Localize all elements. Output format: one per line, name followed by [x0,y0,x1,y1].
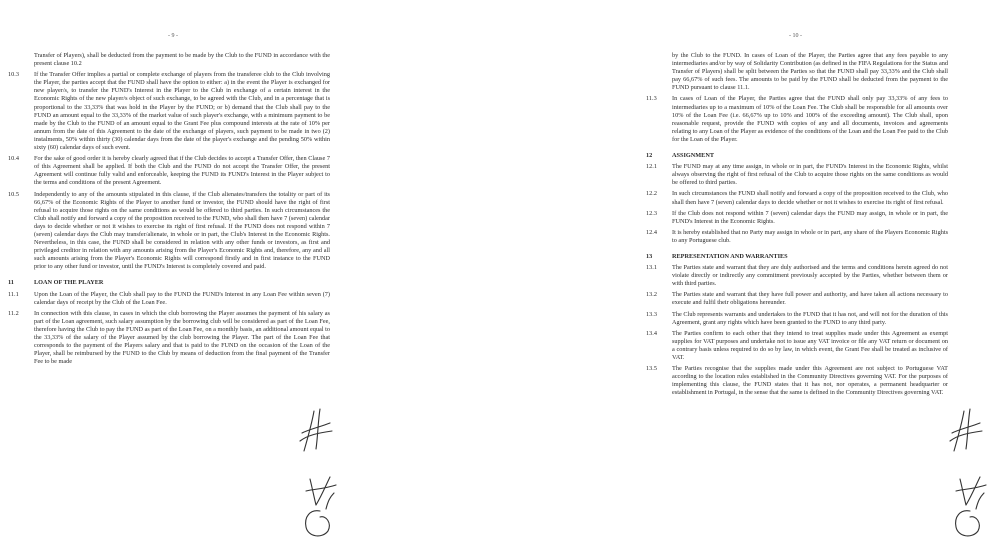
clause-number: 13.1 [646,264,657,272]
clause-text: Independently to any of the amounts stipulated in this clause, if the Club alienates/transfers the totality or part of its 66,67% of the Economic Rights of the Player to another fund or investor, the FUND should have the right of first refusal to acquire those rights on the same conditions as would be offered to third parties. In such circumstances the Club shall notify and forward a copy of the proposition received to the FUND, who shall then have 7 (seven) calendar days to decide whether or not it wishes to exercise its right of first refusal. If the FUND does not respond within 7 (seven) calendar days the Club may transfer/alienate, in whole or in part, the Club's Interest in the Economic Rights. Nevertheless, in this case, the FUND shall be considered in relation with any other funds or investors, as first and privileged creditor in relation with any amounts arising from the Player's Economic Rights and, therefore, any and all such amounts arising from the Player's Economic Rights will correspond firstly and in first instance to the FUND prior to any other fund or investor, until the FUND's Interest is completely covered and paid. [34,190,330,271]
clause-12-3 [646,210,948,226]
clause-13-3 [646,311,948,327]
page-text [8,52,330,366]
clause-12-1 [646,163,948,187]
clause-12-4 [646,229,948,245]
clause-number: 13.2 [646,291,657,299]
clause-intro [646,52,948,92]
clause-text: Upon the Loan of the Player, the Club shall pay to the FUND the FUND's Interest in any Loan Fee within seven (7) calendar days of receipt by the Club of the Loan Fee. [34,290,330,306]
page-text [646,52,948,397]
clause-13-1 [646,264,948,288]
document-page-9 [0,0,340,541]
handwritten-initials-signature [946,405,988,541]
clause-13-4 [646,330,948,362]
clause-number: 11.2 [8,309,19,317]
clause-10-4 [8,155,330,187]
section-number: 11 [8,279,14,287]
clause-text: If the Club does not respond within 7 (seven) calendar days the FUND may assign, in whole or in part, the FUND's Interest in the Economic Rights. [672,209,948,225]
clause-text: It is hereby established that no Party may assign in whole or in part, any share of the Players Economic Rights to any Portuguese club. [672,228,948,244]
clause-text: In connection with this clause, in cases in which the club borrowing the Player assumes the payment of his salary as part of the Loan agreement, such salary assumption by the borrowing club will be considered as part of the Loan Fee, therefore having the Club to pay the FUND as part of the Loan Fee, on a monthly basis, an additional amount equal to the 33,33% of the salary of the Player assumed by the club borrowing the Player. The part of the Loan Fee that corresponds to the payment of the Players salary and that is paid to the FUND on the occasion of the Loan of the Player, shall be reimbursed by the FUND to the Club by means of deduction from the final payment of the Transfer Fee to be made [34,309,330,366]
document-page-10 [640,0,988,541]
clause-number: 13.3 [646,310,657,318]
section-heading-12 [646,152,948,160]
page-number: - 10 - [789,33,802,39]
section-heading-13 [646,253,948,261]
clause-text: The Parties state and warrant that they are duly authorised and the terms and conditions herein agreed do not violate directly or indirectly any commitment previously accepted by the Parties, whether between them or with third parties. [672,264,948,288]
section-heading-11 [8,279,330,287]
clause-11-3 [646,95,948,144]
clause-10-5 [8,191,330,272]
clause-number: 13.5 [646,365,657,373]
clause-text: The Parties confirm to each other that they intend to treat supplies made under this Agreement as exempt supplies for VAT purposes and undertake not to issue any VAT invoice or file any VAT return or document on a contrary basis unless required to do so by law, in which event, the Grant Fee shall be treated as inclusive of VAT. [672,329,948,361]
clause-11-1 [8,291,330,307]
clause-number: 12.4 [646,228,657,236]
section-number: 13 [646,252,653,260]
page-number: - 9 - [168,33,178,39]
clause-number: 12.1 [646,163,657,171]
section-title: REPRESENTATION AND WARRANTIES [672,252,788,260]
section-title: ASSIGNMENT [672,152,715,160]
clause-10-3 [8,71,330,152]
clause-text: The Club represents warrants and undertakes to the FUND that it has not, and will not for the duration of this Agreement, grant any rights which have been granted to the FUND to any third party. [672,310,948,326]
clause-11-2 [8,310,330,367]
clause-text: If the Transfer Offer implies a partial or complete exchange of players from the transferee club to the Club involving the Player, the parties accept that the FUND shall have the option to either: a) in the event the Player is exchanged for new player/s, to transfer the FUND's Interest in the Player to the Club in exchange of a certain interest in the Economic Rights of the new player/s object of such exchange, to be agreed with the Club, and in a percentage that is proportional to the 33,33% that was hold in the Player by the FUND; or b) demand that the Club shall pay to the FUND an amount equal to the 33,33% of the market value of such player's exchange, with a minimum payment to be made by the Club to the FUND of an amount equal to the Grant Fee plus compound interests at the rate of 10% per annum from the date of this Agreement to the date of the exchange of players, such payment to be made in two (2) instalments, 50% within thirty (30) calendar days from the date of the player's exchange and the pending 50% within sixty (60) calendar days of such event. [34,71,330,152]
handwritten-initials-signature [296,405,340,541]
clause-13-2 [646,291,948,307]
clause-text: Transfer of Players), shall be deducted from the payment to be made by the Club to the FUND in accordance with the present clause 10.2 [34,52,330,68]
clause-text: by the Club to the FUND. In cases of Loan of the Player, the Parties agree that any fees payable to any intermediaries and/or by way of Solidarity Contribution (as defined in the FIFA Regulations for the Status and Transfer of Players) shall be split between the Parties so that the FUND shall pay 33,33% and the Club shall pay 66,67% of such fees. The amounts to be paid by the FUND shall be deducted from the payment to the FUND pursuant to clause 11.1. [672,52,948,92]
clause-number: 10.3 [8,71,19,79]
clause-13-5 [646,365,948,397]
section-title: LOAN OF THE PLAYER [34,279,104,287]
clause-intro [8,52,330,68]
clause-number: 10.4 [8,155,19,163]
clause-text: In such circumstances the FUND shall notify and forward a copy of the proposition received to the Club, who shall then have 7 (seven) calendar days to decide whether or not it wishes to exercise its right of first refusal. [672,190,948,206]
clause-number: 11.3 [646,95,657,103]
clause-number: 11.1 [8,290,19,298]
clause-text: In cases of Loan of the Player, the Parties agree that the FUND shall only pay 33,33% of any fees to intermediaries up to a maximum of 10% of the Loan Fee. The Club shall be responsible for all amounts over 10% of the Loan Fee (i.e. 66,67% up to 10% and 100% of the exceeding amount). The Club shall, upon reasonable request, provide the FUND with copies of any and all documents, invoices and agreements relating to any Loan of the Player as evidence of the conditions of the Loan and the Loan Fee paid to the Club for the Loan of the Player. [672,95,948,143]
clause-text: The FUND may at any time assign, in whole or in part, the FUND's Interest in the Economic Rights, whilst always observing the right of first refusal of the Club to acquire those rights on the same conditions as would be offered to third parties. [672,163,948,187]
clause-text: The Parties state and warrant that they have full power and authority, and have taken all actions necessary to execute and fulfil their obligations hereunder. [672,291,948,307]
clause-text: For the sake of good order it is hereby clearly agreed that if the Club decides to accept a Transfer Offer, then Clause 7 of this Agreement shall be applied. If both the Club and the FUND do not accept the Transfer Offer, the present Agreement will continue fully valid and enforceable, keeping the FUND its FUND's Interest in the Player subject to the terms and conditions of the present Agreement. [34,155,330,187]
clause-12-2 [646,190,948,206]
clause-number: 10.5 [8,190,19,198]
section-number: 12 [646,152,653,160]
clause-number: 12.2 [646,190,657,198]
clause-text: The Parties recognise that the supplies made under this Agreement are not subject to Portuguese VAT according to the location rules established in the Community Directives governing VAT. For the purposes of implementing this clause, the FUND states that it has not, nor operates, a permanent headquarter or establishment in Portugal, in the sense that the same is defined in the Community Directives governing VAT. [672,365,948,397]
clause-number: 12.3 [646,209,657,217]
clause-number: 13.4 [646,329,657,337]
